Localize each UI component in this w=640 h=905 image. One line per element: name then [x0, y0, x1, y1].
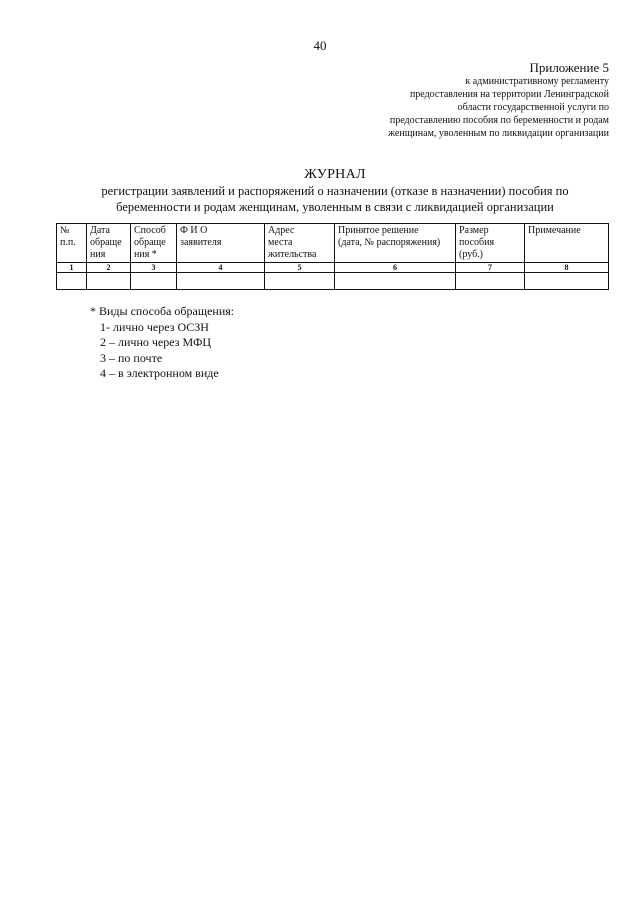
header-address: Адрес места жительства [265, 224, 335, 263]
footnote-title: * Виды способа обращения: [90, 304, 235, 318]
column-number: 1 [57, 263, 87, 273]
appendix-block [309, 60, 609, 140]
header-benefit-amount: Размер пособия (руб.) [456, 224, 525, 263]
table-row [57, 273, 609, 290]
footnote-item: 1- лично через ОСЗН [100, 319, 209, 334]
table-cell [57, 273, 87, 290]
table-cell [265, 273, 335, 290]
journal-title: ЖУРНАЛ [304, 167, 366, 182]
column-number: 3 [131, 263, 177, 273]
journal-heading [60, 167, 610, 215]
header-method: Способ обраще ния * [131, 224, 177, 263]
page-number: 40 [313, 38, 327, 53]
column-number: 6 [335, 263, 456, 273]
table-header-row [57, 224, 609, 263]
table-cell [131, 273, 177, 290]
header-note: Примечание [525, 224, 609, 263]
journal-subtitle-line: беременности и родам женщинам, уволенным в связи с ликвидацией организации [116, 200, 554, 214]
table-cell [177, 273, 265, 290]
appendix-line: области государственной услуги по [457, 102, 609, 113]
column-number: 5 [265, 263, 335, 273]
table-column-number-row [57, 263, 609, 273]
header-number: № п.п. [57, 224, 87, 263]
footnote [90, 304, 390, 382]
footnote-item: 3 – по почте [100, 350, 163, 365]
column-number: 7 [456, 263, 525, 273]
table-cell [335, 273, 456, 290]
table-cell [525, 273, 609, 290]
journal-subtitle-line: регистрации заявлений и распоряжений о назначении (отказе в назначении) пособия по [101, 184, 569, 198]
footnote-item: 2 – лично через МФЦ [100, 335, 212, 349]
header-applicant-name: Ф И О заявителя [177, 224, 265, 263]
appendix-line: к административному регламенту [465, 76, 609, 87]
column-number: 8 [525, 263, 609, 273]
appendix-line: предоставления на территории Ленинградской [409, 89, 609, 100]
appendix-line: предоставлению пособия по беременности и родам [389, 115, 609, 126]
footnote-item: 4 – в электронном виде [100, 366, 219, 380]
register-table [56, 223, 609, 290]
header-date: Дата обраще ния [87, 224, 131, 263]
column-number: 4 [177, 263, 265, 273]
header-decision: Принятое решение (дата, № распоряжения) [335, 224, 456, 263]
appendix-line: женщинам, уволенным по ликвидации организации [388, 128, 609, 139]
appendix-title: Приложение 5 [529, 60, 609, 75]
table-cell [87, 273, 131, 290]
table-cell [456, 273, 525, 290]
column-number: 2 [87, 263, 131, 273]
